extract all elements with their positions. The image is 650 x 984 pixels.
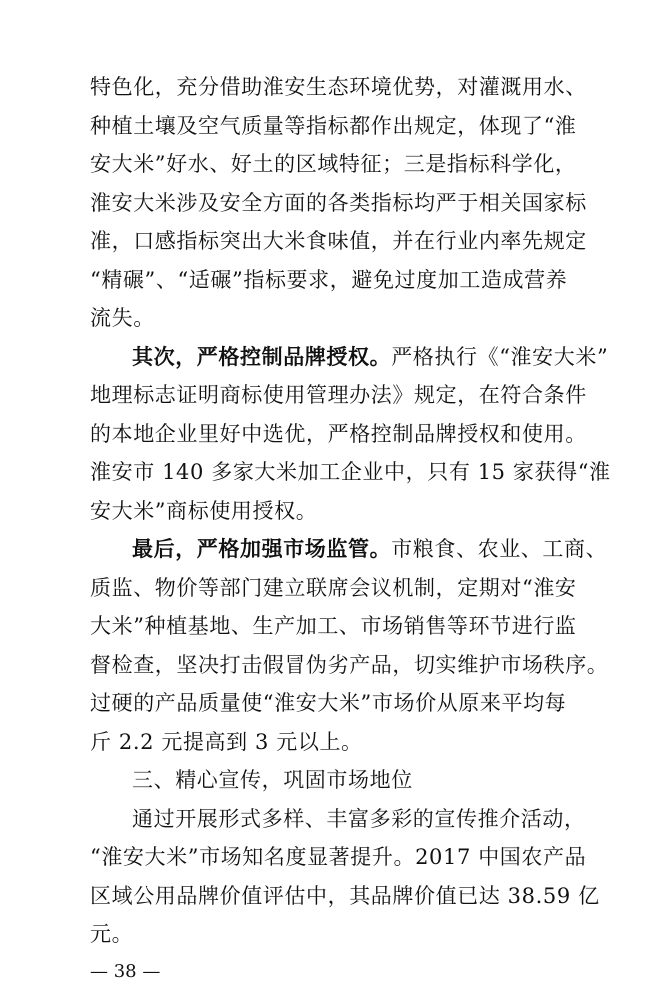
- text-line: 过硬的产品质量使“淮安大米”市场价从原来平均每: [90, 691, 567, 715]
- text-line: 淮安市 140 多家大米加工企业中，只有 15 家获得“淮: [90, 460, 611, 484]
- paragraph-3-first-rest: 市粮食、农业、工商、: [391, 537, 608, 561]
- text-line: 安大米”好水、好土的区域特征；三是指标科学化，: [90, 152, 577, 176]
- text-line: 地理标志证明商标使用管理办法》规定，在符合条件: [90, 383, 587, 407]
- text-line: 元。: [90, 922, 134, 946]
- text-line: 大米”种植基地、生产加工、市场销售等环节进行监: [90, 614, 577, 638]
- paragraph-2-first-rest: 严格执行《“淮安大米”: [391, 344, 609, 369]
- text-line: 种植土壤及空气质量等指标都作出规定，体现了“淮: [90, 113, 577, 138]
- text-line: “淮安大米”市场知名度显著提升。2017 中国农产品: [90, 845, 587, 869]
- text-line: 质监、物价等部门建立联席会议机制，定期对“淮安: [90, 575, 577, 600]
- text-line: 区域公用品牌价值评估中，其品牌价值已达 38.59 亿: [90, 883, 600, 908]
- text-line: “精碾”、“适碾”指标要求，避免过度加工造成营养: [90, 267, 568, 292]
- paragraph-2-first-line: [132, 338, 609, 377]
- section-heading: 三、精心宣传，巩固市场地位: [132, 768, 413, 792]
- paragraph-3-lead: 最后，严格加强市场监管。: [132, 536, 392, 561]
- text-line: 安大米”商标使用授权。: [90, 498, 318, 523]
- text-line: 淮安大米涉及安全方面的各类指标均严于相关国家标: [90, 190, 587, 215]
- paragraph-2-lead: 其次，严格控制品牌授权。: [132, 343, 392, 369]
- text-line: 督检查，坚决打击假冒伪劣产品，切实维护市场秩序。: [90, 652, 609, 677]
- text-line: 流失。: [90, 306, 155, 330]
- page-number: — 38 —: [90, 960, 161, 982]
- text-line: 的本地企业里好中选优，严格控制品牌授权和使用。: [90, 421, 587, 446]
- paragraph-4-first-line: 通过开展形式多样、丰富多彩的宣传推介活动，: [132, 806, 586, 831]
- text-line: 斤 2.2 元提高到 3 元以上。: [90, 729, 363, 754]
- text-line: 特色化，充分借助淮安生态环境优势，对灌溉用水、: [90, 75, 587, 99]
- text-line: 准，口感指标突出大米食味值，并在行业内率先规定: [90, 229, 587, 253]
- paragraph-3-first-line: [132, 530, 608, 569]
